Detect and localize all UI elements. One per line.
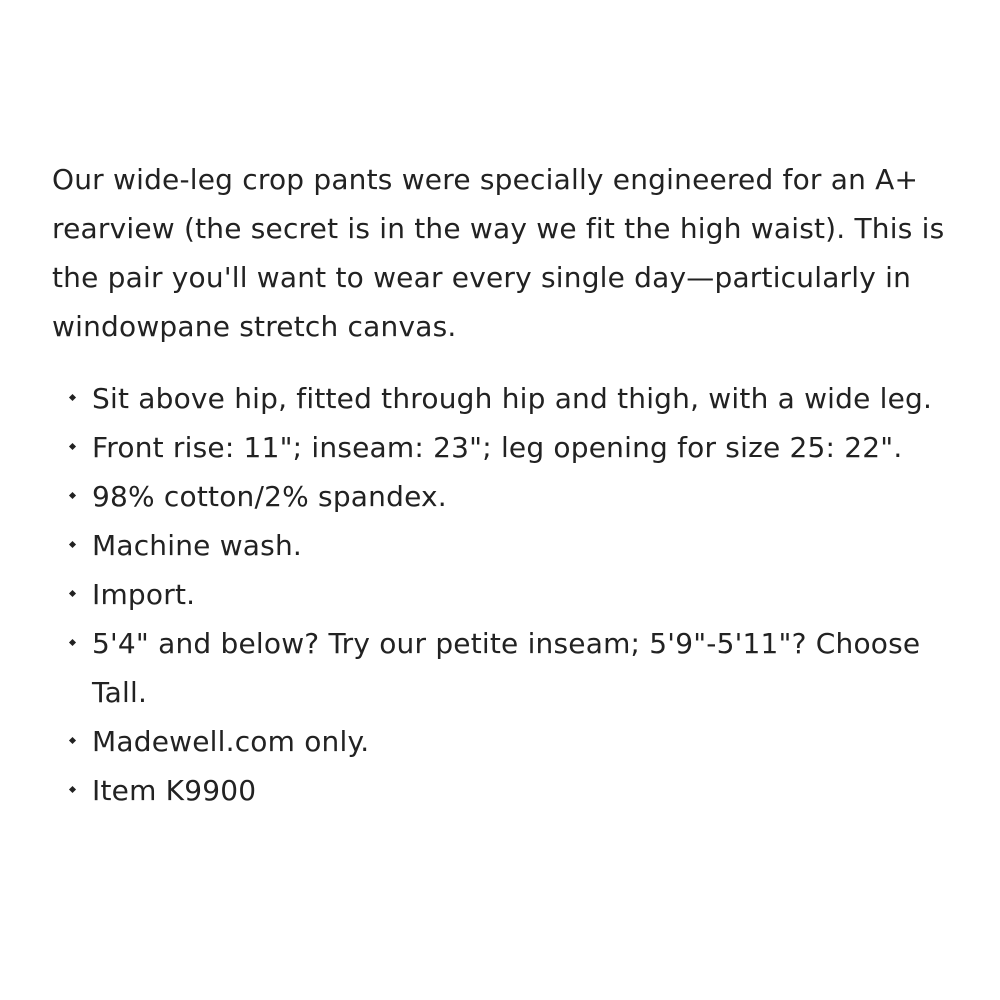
detail-text: Machine wash. [92, 529, 303, 562]
list-item [92, 472, 952, 521]
list-item [92, 423, 952, 472]
detail-text: Item K9900 [92, 774, 257, 807]
detail-text: Front rise: 11"; inseam: 23"; leg opening for size 25: 22". [92, 431, 903, 464]
detail-text: Sit above hip, fitted through hip and thigh, with a wide leg. [92, 382, 933, 415]
list-item [92, 766, 952, 815]
list-item [92, 374, 952, 423]
bullet-icon [69, 639, 76, 646]
detail-text: Import. [92, 578, 196, 611]
bullet-icon [69, 590, 76, 597]
bullet-icon [69, 786, 76, 793]
bullet-icon [69, 737, 76, 744]
bullet-icon [69, 443, 76, 450]
list-item [92, 717, 952, 766]
details-list [52, 374, 952, 815]
product-description [52, 155, 952, 815]
detail-text: Madewell.com only. [92, 725, 370, 758]
bullet-icon [69, 394, 76, 401]
detail-text: 98% cotton/2% spandex. [92, 480, 447, 513]
bullet-icon [69, 541, 76, 548]
list-item [92, 619, 952, 717]
list-item [92, 570, 952, 619]
list-item [92, 521, 952, 570]
detail-text: 5'4" and below? Try our petite inseam; 5'9"-5'11"? Choose Tall. [92, 627, 921, 709]
description-intro: Our wide-leg crop pants were specially engineered for an A+ rearview (the secret is in the way we fit the high waist). This is the pair you'll want to wear every single day—particularly in windowpane stretch canvas. [52, 163, 945, 343]
bullet-icon [69, 492, 76, 499]
